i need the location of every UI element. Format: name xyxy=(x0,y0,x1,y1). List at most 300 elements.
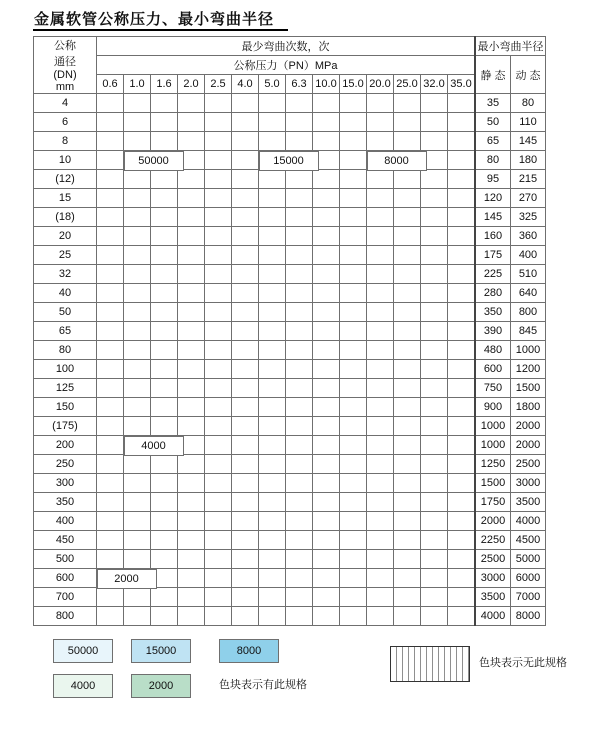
cell-500-1.6 xyxy=(151,550,178,569)
cell-(175)-0.6 xyxy=(97,417,124,436)
row-static: 35 xyxy=(475,94,511,113)
row-dynamic: 3000 xyxy=(511,474,546,493)
row-dn: 150 xyxy=(34,398,97,417)
cell-800-5.0 xyxy=(259,607,286,626)
cell-600-6.3 xyxy=(286,569,313,588)
cell-4-20.0 xyxy=(367,94,394,113)
cell-20-6.3 xyxy=(286,227,313,246)
cell-40-4.0 xyxy=(232,284,259,303)
cell-6-1.6 xyxy=(151,113,178,132)
cell-80-10.0 xyxy=(313,341,340,360)
cell-65-1.0 xyxy=(124,322,151,341)
cell-80-4.0 xyxy=(232,341,259,360)
cell-25-5.0 xyxy=(259,246,286,265)
cell-700-2.0 xyxy=(178,588,205,607)
header-pressure-2.5: 2.5 xyxy=(205,75,232,94)
cell-350-35.0 xyxy=(448,493,476,512)
cell-125-5.0 xyxy=(259,379,286,398)
row-static: 80 xyxy=(475,151,511,170)
cell-(18)-2.0 xyxy=(178,208,205,227)
cell-10-2.5 xyxy=(205,151,232,170)
cell-250-10.0 xyxy=(313,455,340,474)
cell-6-32.0 xyxy=(421,113,448,132)
cell-20-2.0 xyxy=(178,227,205,246)
cell-50-5.0 xyxy=(259,303,286,322)
cell-20-5.0 xyxy=(259,227,286,246)
spec-table xyxy=(33,36,546,626)
cell-125-10.0 xyxy=(313,379,340,398)
row-dn: (18) xyxy=(34,208,97,227)
cell-8-10.0 xyxy=(313,132,340,151)
cell-(175)-2.5 xyxy=(205,417,232,436)
table-row xyxy=(34,512,546,531)
cell-200-10.0 xyxy=(313,436,340,455)
header-pressure-15.0: 15.0 xyxy=(340,75,367,94)
cell-150-2.0 xyxy=(178,398,205,417)
cell-20-2.5 xyxy=(205,227,232,246)
cell-(12)-6.3 xyxy=(286,170,313,189)
cell-200-25.0 xyxy=(394,436,421,455)
cell-40-32.0 xyxy=(421,284,448,303)
row-static: 350 xyxy=(475,303,511,322)
cell-300-6.3 xyxy=(286,474,313,493)
cell-125-2.5 xyxy=(205,379,232,398)
cell-100-10.0 xyxy=(313,360,340,379)
cell-250-25.0 xyxy=(394,455,421,474)
cell-32-1.6 xyxy=(151,265,178,284)
table-row xyxy=(34,303,546,322)
cell-8-32.0 xyxy=(421,132,448,151)
cell-300-35.0 xyxy=(448,474,476,493)
row-static: 3500 xyxy=(475,588,511,607)
cell-350-32.0 xyxy=(421,493,448,512)
cell-6-25.0 xyxy=(394,113,421,132)
cell-450-5.0 xyxy=(259,531,286,550)
cell-250-1.0 xyxy=(124,455,151,474)
cell-(18)-1.6 xyxy=(151,208,178,227)
row-dn: 8 xyxy=(34,132,97,151)
cell-500-35.0 xyxy=(448,550,476,569)
cell-6-5.0 xyxy=(259,113,286,132)
cell-80-20.0 xyxy=(367,341,394,360)
cell-50-1.6 xyxy=(151,303,178,322)
cell-40-1.0 xyxy=(124,284,151,303)
cell-8-25.0 xyxy=(394,132,421,151)
cell-700-32.0 xyxy=(421,588,448,607)
cell-450-25.0 xyxy=(394,531,421,550)
cell-500-1.0 xyxy=(124,550,151,569)
table-row xyxy=(34,455,546,474)
cell-10-0.6 xyxy=(97,151,124,170)
cell-(12)-1.0 xyxy=(124,170,151,189)
cell-80-5.0 xyxy=(259,341,286,360)
cell-65-6.3 xyxy=(286,322,313,341)
cell-80-2.5 xyxy=(205,341,232,360)
cell-6-35.0 xyxy=(448,113,476,132)
row-static: 145 xyxy=(475,208,511,227)
cell-40-35.0 xyxy=(448,284,476,303)
cell-800-32.0 xyxy=(421,607,448,626)
row-dn: 50 xyxy=(34,303,97,322)
callout-2000: 2000 xyxy=(97,569,157,589)
cell-100-2.0 xyxy=(178,360,205,379)
cell-350-2.0 xyxy=(178,493,205,512)
cell-25-15.0 xyxy=(340,246,367,265)
cell-300-4.0 xyxy=(232,474,259,493)
cell-(18)-15.0 xyxy=(340,208,367,227)
cell-(18)-0.6 xyxy=(97,208,124,227)
cell-(12)-2.0 xyxy=(178,170,205,189)
cell-600-35.0 xyxy=(448,569,476,588)
cell-300-2.5 xyxy=(205,474,232,493)
cell-6-1.0 xyxy=(124,113,151,132)
cell-(175)-32.0 xyxy=(421,417,448,436)
cell-500-6.3 xyxy=(286,550,313,569)
cell-80-25.0 xyxy=(394,341,421,360)
cell-450-1.0 xyxy=(124,531,151,550)
cell-150-6.3 xyxy=(286,398,313,417)
row-dn: 6 xyxy=(34,113,97,132)
row-dn: 10 xyxy=(34,151,97,170)
cell-250-15.0 xyxy=(340,455,367,474)
cell-250-2.5 xyxy=(205,455,232,474)
cell-(18)-6.3 xyxy=(286,208,313,227)
cell-400-5.0 xyxy=(259,512,286,531)
cell-600-2.5 xyxy=(205,569,232,588)
cell-700-0.6 xyxy=(97,588,124,607)
cell-6-2.5 xyxy=(205,113,232,132)
cell-500-15.0 xyxy=(340,550,367,569)
cell-500-2.5 xyxy=(205,550,232,569)
cell-15-5.0 xyxy=(259,189,286,208)
cell-25-25.0 xyxy=(394,246,421,265)
cell-4-25.0 xyxy=(394,94,421,113)
cell-800-1.0 xyxy=(124,607,151,626)
legend-swatch-15000: 15000 xyxy=(131,639,191,663)
cell-50-35.0 xyxy=(448,303,476,322)
header-pressure-10.0: 10.0 xyxy=(313,75,340,94)
cell-25-2.5 xyxy=(205,246,232,265)
cell-4-6.3 xyxy=(286,94,313,113)
header-pressure-1.0: 1.0 xyxy=(124,75,151,94)
row-dynamic: 400 xyxy=(511,246,546,265)
row-dn: 400 xyxy=(34,512,97,531)
cell-300-0.6 xyxy=(97,474,124,493)
cell-4-1.6 xyxy=(151,94,178,113)
cell-4-1.0 xyxy=(124,94,151,113)
cell-(175)-10.0 xyxy=(313,417,340,436)
cell-400-35.0 xyxy=(448,512,476,531)
cell-800-25.0 xyxy=(394,607,421,626)
cell-20-1.0 xyxy=(124,227,151,246)
cell-15-1.0 xyxy=(124,189,151,208)
cell-(18)-32.0 xyxy=(421,208,448,227)
cell-700-20.0 xyxy=(367,588,394,607)
row-dynamic: 325 xyxy=(511,208,546,227)
title-underline xyxy=(33,29,288,31)
cell-15-20.0 xyxy=(367,189,394,208)
cell-20-32.0 xyxy=(421,227,448,246)
cell-(12)-15.0 xyxy=(340,170,367,189)
row-dynamic: 145 xyxy=(511,132,546,151)
cell-200-32.0 xyxy=(421,436,448,455)
cell-15-2.5 xyxy=(205,189,232,208)
cell-65-32.0 xyxy=(421,322,448,341)
cell-100-15.0 xyxy=(340,360,367,379)
cell-150-15.0 xyxy=(340,398,367,417)
row-dn: 32 xyxy=(34,265,97,284)
cell-20-1.6 xyxy=(151,227,178,246)
row-static: 480 xyxy=(475,341,511,360)
table-row xyxy=(34,94,546,113)
cell-400-25.0 xyxy=(394,512,421,531)
row-dynamic: 80 xyxy=(511,94,546,113)
cell-65-15.0 xyxy=(340,322,367,341)
cell-15-4.0 xyxy=(232,189,259,208)
cell-65-5.0 xyxy=(259,322,286,341)
cell-80-1.0 xyxy=(124,341,151,360)
row-static: 280 xyxy=(475,284,511,303)
cell-8-20.0 xyxy=(367,132,394,151)
cell-40-1.6 xyxy=(151,284,178,303)
row-dynamic: 270 xyxy=(511,189,546,208)
legend-note-color: 色块表示有此规格 xyxy=(219,679,307,691)
cell-25-20.0 xyxy=(367,246,394,265)
cell-250-20.0 xyxy=(367,455,394,474)
cell-600-5.0 xyxy=(259,569,286,588)
cell-350-25.0 xyxy=(394,493,421,512)
cell-500-20.0 xyxy=(367,550,394,569)
cell-450-6.3 xyxy=(286,531,313,550)
row-dn: 700 xyxy=(34,588,97,607)
cell-50-10.0 xyxy=(313,303,340,322)
table-row xyxy=(34,341,546,360)
legend-swatch-4000: 4000 xyxy=(53,674,113,698)
cell-50-32.0 xyxy=(421,303,448,322)
cell-15-2.0 xyxy=(178,189,205,208)
table-row xyxy=(34,607,546,626)
cell-8-35.0 xyxy=(448,132,476,151)
cell-(175)-2.0 xyxy=(178,417,205,436)
cell-125-25.0 xyxy=(394,379,421,398)
cell-100-2.5 xyxy=(205,360,232,379)
cell-50-4.0 xyxy=(232,303,259,322)
cell-32-35.0 xyxy=(448,265,476,284)
cell-450-2.0 xyxy=(178,531,205,550)
cell-125-0.6 xyxy=(97,379,124,398)
cell-4-15.0 xyxy=(340,94,367,113)
table-row xyxy=(34,284,546,303)
cell-40-6.3 xyxy=(286,284,313,303)
cell-700-15.0 xyxy=(340,588,367,607)
row-dn: 4 xyxy=(34,94,97,113)
cell-65-35.0 xyxy=(448,322,476,341)
cell-(18)-25.0 xyxy=(394,208,421,227)
cell-20-25.0 xyxy=(394,227,421,246)
row-dynamic: 4000 xyxy=(511,512,546,531)
cell-800-20.0 xyxy=(367,607,394,626)
table-row xyxy=(34,493,546,512)
table-row xyxy=(34,227,546,246)
cell-125-6.3 xyxy=(286,379,313,398)
cell-300-5.0 xyxy=(259,474,286,493)
row-dn: 350 xyxy=(34,493,97,512)
cell-50-6.3 xyxy=(286,303,313,322)
cell-100-20.0 xyxy=(367,360,394,379)
cell-(18)-5.0 xyxy=(259,208,286,227)
cell-50-20.0 xyxy=(367,303,394,322)
cell-4-4.0 xyxy=(232,94,259,113)
table-row xyxy=(34,246,546,265)
cell-40-0.6 xyxy=(97,284,124,303)
cell-15-0.6 xyxy=(97,189,124,208)
cell-450-15.0 xyxy=(340,531,367,550)
cell-150-20.0 xyxy=(367,398,394,417)
cell-65-10.0 xyxy=(313,322,340,341)
cell-800-0.6 xyxy=(97,607,124,626)
cell-4-0.6 xyxy=(97,94,124,113)
cell-300-25.0 xyxy=(394,474,421,493)
cell-(175)-5.0 xyxy=(259,417,286,436)
cell-250-2.0 xyxy=(178,455,205,474)
cell-25-35.0 xyxy=(448,246,476,265)
row-dynamic: 215 xyxy=(511,170,546,189)
row-dynamic: 8000 xyxy=(511,607,546,626)
cell-8-5.0 xyxy=(259,132,286,151)
table-row xyxy=(34,436,546,455)
cell-8-4.0 xyxy=(232,132,259,151)
cell-32-0.6 xyxy=(97,265,124,284)
row-static: 2000 xyxy=(475,512,511,531)
cell-125-1.0 xyxy=(124,379,151,398)
cell-200-0.6 xyxy=(97,436,124,455)
cell-350-6.3 xyxy=(286,493,313,512)
legend-note-hatch: 色块表示无此规格 xyxy=(479,657,567,669)
cell-350-0.6 xyxy=(97,493,124,512)
cell-32-5.0 xyxy=(259,265,286,284)
row-dn: 80 xyxy=(34,341,97,360)
cell-65-4.0 xyxy=(232,322,259,341)
cell-6-15.0 xyxy=(340,113,367,132)
row-static: 175 xyxy=(475,246,511,265)
row-dn: 250 xyxy=(34,455,97,474)
cell-20-10.0 xyxy=(313,227,340,246)
cell-450-2.5 xyxy=(205,531,232,550)
cell-50-1.0 xyxy=(124,303,151,322)
table-row xyxy=(34,170,546,189)
row-dynamic: 110 xyxy=(511,113,546,132)
header-dn: 公称 通径 (DN) mm xyxy=(34,37,97,94)
table-row xyxy=(34,379,546,398)
cell-32-2.5 xyxy=(205,265,232,284)
cell-350-1.0 xyxy=(124,493,151,512)
cell-400-6.3 xyxy=(286,512,313,531)
cell-15-1.6 xyxy=(151,189,178,208)
row-dn: 800 xyxy=(34,607,97,626)
cell-(12)-10.0 xyxy=(313,170,340,189)
cell-250-1.6 xyxy=(151,455,178,474)
header-bend-count: 最少弯曲次数，次 xyxy=(97,37,476,56)
cell-500-10.0 xyxy=(313,550,340,569)
header-pressure-4.0: 4.0 xyxy=(232,75,259,94)
cell-700-1.0 xyxy=(124,588,151,607)
cell-300-1.6 xyxy=(151,474,178,493)
cell-(175)-6.3 xyxy=(286,417,313,436)
cell-350-5.0 xyxy=(259,493,286,512)
header-min-radius: 最小弯曲半径 xyxy=(475,37,546,56)
cell-800-1.6 xyxy=(151,607,178,626)
row-dynamic: 1800 xyxy=(511,398,546,417)
cell-(12)-5.0 xyxy=(259,170,286,189)
table-row xyxy=(34,113,546,132)
cell-700-6.3 xyxy=(286,588,313,607)
cell-32-10.0 xyxy=(313,265,340,284)
cell-(12)-35.0 xyxy=(448,170,476,189)
cell-300-2.0 xyxy=(178,474,205,493)
cell-(12)-4.0 xyxy=(232,170,259,189)
row-static: 120 xyxy=(475,189,511,208)
cell-350-10.0 xyxy=(313,493,340,512)
header-pressure-0.6: 0.6 xyxy=(97,75,124,94)
legend-swatch-8000: 8000 xyxy=(219,639,279,663)
row-dn: 100 xyxy=(34,360,97,379)
cell-350-1.6 xyxy=(151,493,178,512)
cell-(18)-4.0 xyxy=(232,208,259,227)
cell-300-20.0 xyxy=(367,474,394,493)
row-dynamic: 180 xyxy=(511,151,546,170)
cell-10-35.0 xyxy=(448,151,476,170)
cell-600-32.0 xyxy=(421,569,448,588)
callout-8000: 8000 xyxy=(367,151,427,171)
cell-80-2.0 xyxy=(178,341,205,360)
cell-350-2.5 xyxy=(205,493,232,512)
cell-(12)-32.0 xyxy=(421,170,448,189)
cell-50-2.5 xyxy=(205,303,232,322)
cell-40-10.0 xyxy=(313,284,340,303)
row-dn: 600 xyxy=(34,569,97,588)
row-dn: 300 xyxy=(34,474,97,493)
cell-25-10.0 xyxy=(313,246,340,265)
cell-(175)-15.0 xyxy=(340,417,367,436)
cell-(18)-20.0 xyxy=(367,208,394,227)
cell-350-4.0 xyxy=(232,493,259,512)
cell-700-35.0 xyxy=(448,588,476,607)
cell-400-2.5 xyxy=(205,512,232,531)
row-dynamic: 6000 xyxy=(511,569,546,588)
cell-15-15.0 xyxy=(340,189,367,208)
cell-6-0.6 xyxy=(97,113,124,132)
cell-25-1.0 xyxy=(124,246,151,265)
page-title: 金属软管公称压力、最小弯曲半径 xyxy=(34,12,275,28)
row-dynamic: 2000 xyxy=(511,436,546,455)
cell-40-2.5 xyxy=(205,284,232,303)
cell-150-10.0 xyxy=(313,398,340,417)
row-dn: 40 xyxy=(34,284,97,303)
cell-50-2.0 xyxy=(178,303,205,322)
cell-(12)-0.6 xyxy=(97,170,124,189)
cell-400-32.0 xyxy=(421,512,448,531)
row-dn: 200 xyxy=(34,436,97,455)
cell-20-20.0 xyxy=(367,227,394,246)
table-row xyxy=(34,360,546,379)
cell-200-4.0 xyxy=(232,436,259,455)
table-row xyxy=(34,550,546,569)
row-dn: (12) xyxy=(34,170,97,189)
cell-80-1.6 xyxy=(151,341,178,360)
cell-65-20.0 xyxy=(367,322,394,341)
row-dynamic: 1000 xyxy=(511,341,546,360)
cell-80-15.0 xyxy=(340,341,367,360)
